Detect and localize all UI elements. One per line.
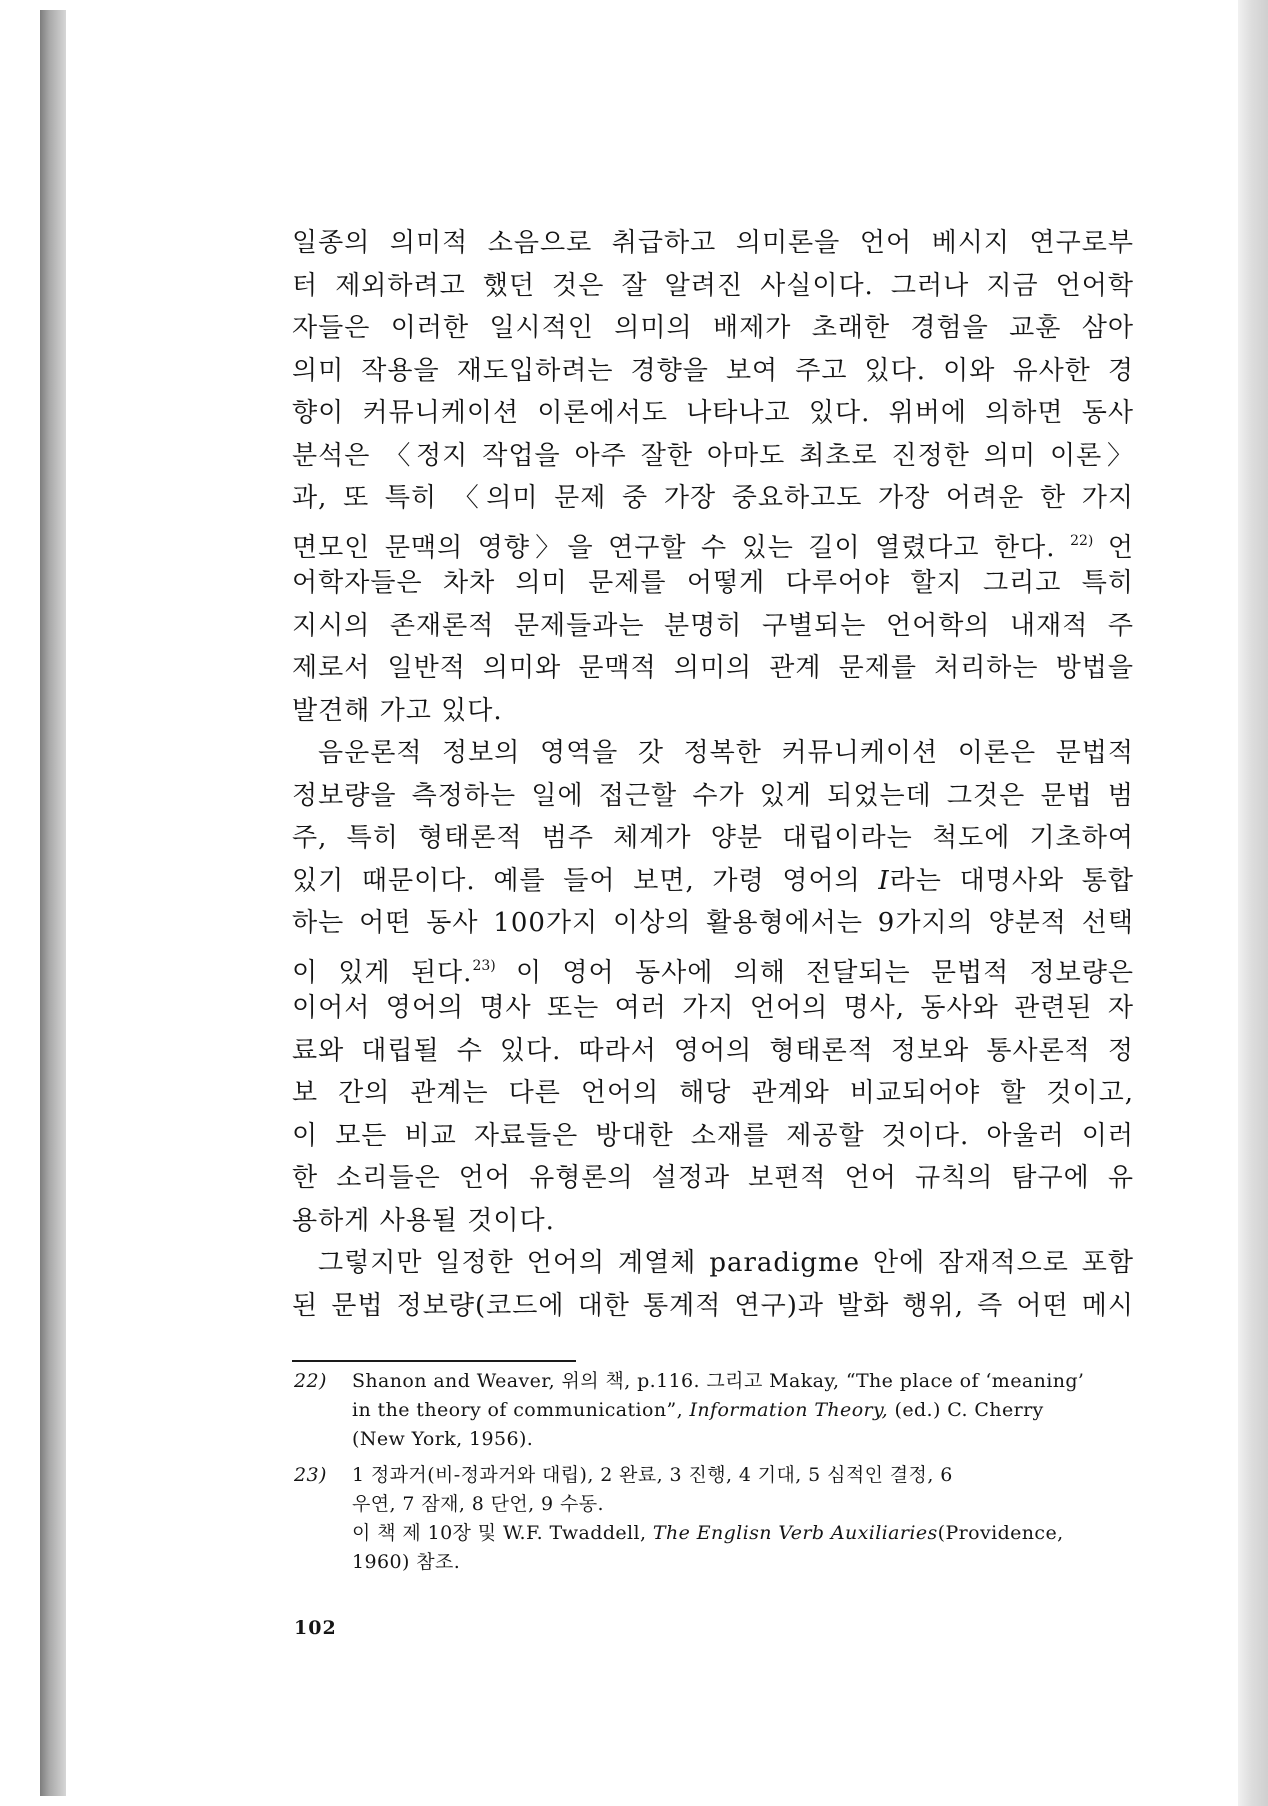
text-line: 과, 또 특히 〈의미 문제 중 가장 중요하고도 가장 어려운 한 가지 bbox=[292, 483, 1134, 513]
italic-term: I bbox=[878, 865, 890, 896]
text-line: 터 제외하려고 했던 것은 잘 알려진 사실이다. 그러나 지금 언어학 bbox=[292, 270, 1134, 301]
text-line: 발견해 가고 있다. bbox=[292, 695, 503, 726]
text-line: 향이 커뮤니케이션 이론에서도 나타나고 있다. 위버에 의하면 동사 bbox=[292, 398, 1134, 428]
text-line bbox=[292, 945, 1134, 988]
footnotes bbox=[292, 1367, 1134, 1577]
text-line: 지시의 존재론적 문제들과는 분명히 구별되는 언어학의 내재적 주 bbox=[292, 610, 1134, 641]
page-number: 102 bbox=[294, 1617, 337, 1639]
text-line: 음운론적 정보의 영역을 갓 정복한 커뮤니케이션 이론은 문법적 bbox=[318, 738, 1134, 768]
footnote-number: 23) bbox=[294, 1464, 327, 1486]
text-line: 보 간의 관계는 다른 언어의 해당 관계와 비교되어야 할 것이고, bbox=[292, 1078, 1134, 1108]
book-spine-shadow bbox=[40, 10, 66, 1796]
footnote-22 bbox=[292, 1367, 1134, 1454]
text-segment: (ed.) C. Cherry bbox=[894, 1399, 1044, 1421]
text-line: 의미 작용을 재도입하려는 경향을 보여 주고 있다. 이와 유사한 경 bbox=[292, 355, 1134, 386]
text-line: 주, 특히 형태론적 범주 체계가 양분 대립이라는 척도에 기초하여 bbox=[292, 823, 1134, 853]
text-line: 정보량을 측정하는 일에 접근할 수가 있게 되었는데 그것은 문법 범 bbox=[292, 780, 1134, 811]
page-edge-shadow bbox=[1238, 0, 1268, 1806]
main-text bbox=[292, 222, 1134, 1327]
text-line: 한 소리들은 언어 유형론의 설정과 보편적 언어 규칙의 탐구에 유 bbox=[292, 1163, 1134, 1193]
text-line: 된 문법 정보량(코드에 대한 통계적 연구)과 발화 행위, 즉 어떤 메시 bbox=[292, 1290, 1134, 1321]
text-segment: 면모인 문맥의 영향〉을 연구할 수 있는 길이 열렸다고 한다. bbox=[292, 532, 1056, 563]
footnote-line: 1960) 참조. bbox=[352, 1551, 461, 1573]
footnote-line: (New York, 1956). bbox=[352, 1428, 534, 1450]
text-line: 일종의 의미적 소음으로 취급하고 의미론을 언어 베시지 연구로부 bbox=[292, 228, 1134, 258]
text-line: 이 모든 비교 자료들은 방대한 소재를 제공할 것이다. 아울러 이러 bbox=[292, 1120, 1134, 1151]
footnote-line: Shanon and Weaver, 위의 책, p.116. 그리고 Makay, “The place of ‘meaning’ bbox=[352, 1370, 1085, 1392]
text-line bbox=[292, 520, 1134, 563]
footnote-number: 22) bbox=[294, 1370, 327, 1392]
text-line: 이어서 영어의 명사 또는 여러 가지 언어의 명사, 동사와 관련된 자 bbox=[292, 993, 1134, 1023]
text-segment: 이 있게 된다. bbox=[292, 957, 473, 988]
text-segment: (Providence, bbox=[937, 1522, 1064, 1544]
footnote-ref-23[interactable]: 23) bbox=[472, 957, 496, 974]
footnote-divider bbox=[292, 1360, 576, 1362]
footnote-line: 1 정과거(비-정과거와 대립), 2 완료, 3 진행, 4 기대, 5 심적인 결정, 6 bbox=[352, 1464, 953, 1486]
footnote-line: 우연, 7 잠재, 8 단언, 9 수동. bbox=[352, 1493, 604, 1515]
text-segment: 있기 때문이다. 예를 들어 보면, 가령 영어의 bbox=[292, 865, 861, 896]
text-line: 그렇지만 일정한 언어의 계열체 paradigme 안에 잠재적으로 포함 bbox=[318, 1248, 1134, 1278]
text-line: 제로서 일반적 의미와 문맥적 의미의 관계 문제를 처리하는 방법을 bbox=[292, 653, 1134, 683]
footnote-line bbox=[352, 1519, 1134, 1548]
text-line: 어학자들은 차차 의미 문제를 어떻게 다루어야 할지 그리고 특히 bbox=[292, 568, 1134, 598]
text-line: 분석은 〈정지 작업을 아주 잘한 아마도 최초로 진정한 의미 이론〉 bbox=[292, 440, 1134, 471]
footnote-23 bbox=[292, 1461, 1134, 1577]
text-line: 용하게 사용될 것이다. bbox=[292, 1205, 555, 1236]
text-segment: 이 책 제 10장 및 W.F. Twaddell, bbox=[352, 1522, 647, 1544]
text-line bbox=[292, 860, 1134, 903]
text-line: 하는 어떤 동사 100가지 이상의 활용형에서는 9가지의 양분적 선택 bbox=[292, 908, 1134, 938]
footnote-line bbox=[352, 1396, 1134, 1425]
text-segment: 라는 대명사와 통합 bbox=[889, 865, 1134, 896]
text-line: 자들은 이러한 일시적인 의미의 배제가 초래한 경험을 교훈 삼아 bbox=[292, 313, 1134, 343]
text-line: 료와 대립될 수 있다. 따라서 영어의 형태론적 정보와 통사론적 정 bbox=[292, 1035, 1134, 1066]
text-segment: in the theory of communication”, bbox=[352, 1399, 684, 1421]
italic-title: The Englisn Verb Auxiliaries bbox=[652, 1522, 938, 1544]
footnote-ref-22[interactable]: 22) bbox=[1070, 532, 1094, 549]
italic-title: Information Theory, bbox=[689, 1399, 889, 1421]
text-segment: 언 bbox=[1107, 532, 1134, 563]
text-segment: 이 영어 동사에 의해 전달되는 문법적 정보량은 bbox=[516, 957, 1134, 988]
